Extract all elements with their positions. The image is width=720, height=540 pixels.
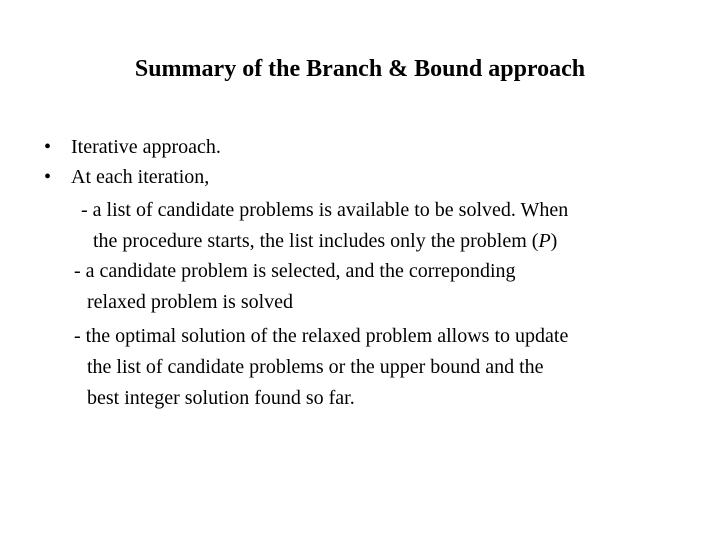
sub-item-line — [93, 228, 557, 254]
sub-item-line: relaxed problem is solved — [87, 291, 294, 313]
sub-item-line: - the optimal solution of the relaxed problem allows to update — [74, 325, 569, 347]
sub-item-line: - a list of candidate problems is available to be solved. When — [81, 199, 569, 221]
slide-title: Summary of the Branch & Bound approach — [134, 56, 586, 82]
sub-item-text: the procedure starts, the list includes only the problem ( — [93, 230, 539, 252]
bullet-marker: • — [44, 136, 52, 158]
sub-item-text: ) — [550, 230, 558, 252]
bullet-marker: • — [44, 166, 52, 188]
bullet-text: Iterative approach. — [71, 136, 221, 158]
sub-item-line: the list of candidate problems or the upper bound and the — [87, 356, 544, 378]
problem-variable: P — [538, 230, 551, 252]
sub-item-line: best integer solution found so far. — [87, 387, 355, 409]
bullet-text: At each iteration, — [71, 166, 210, 188]
sub-item-line: - a candidate problem is selected, and the correponding — [74, 260, 516, 282]
